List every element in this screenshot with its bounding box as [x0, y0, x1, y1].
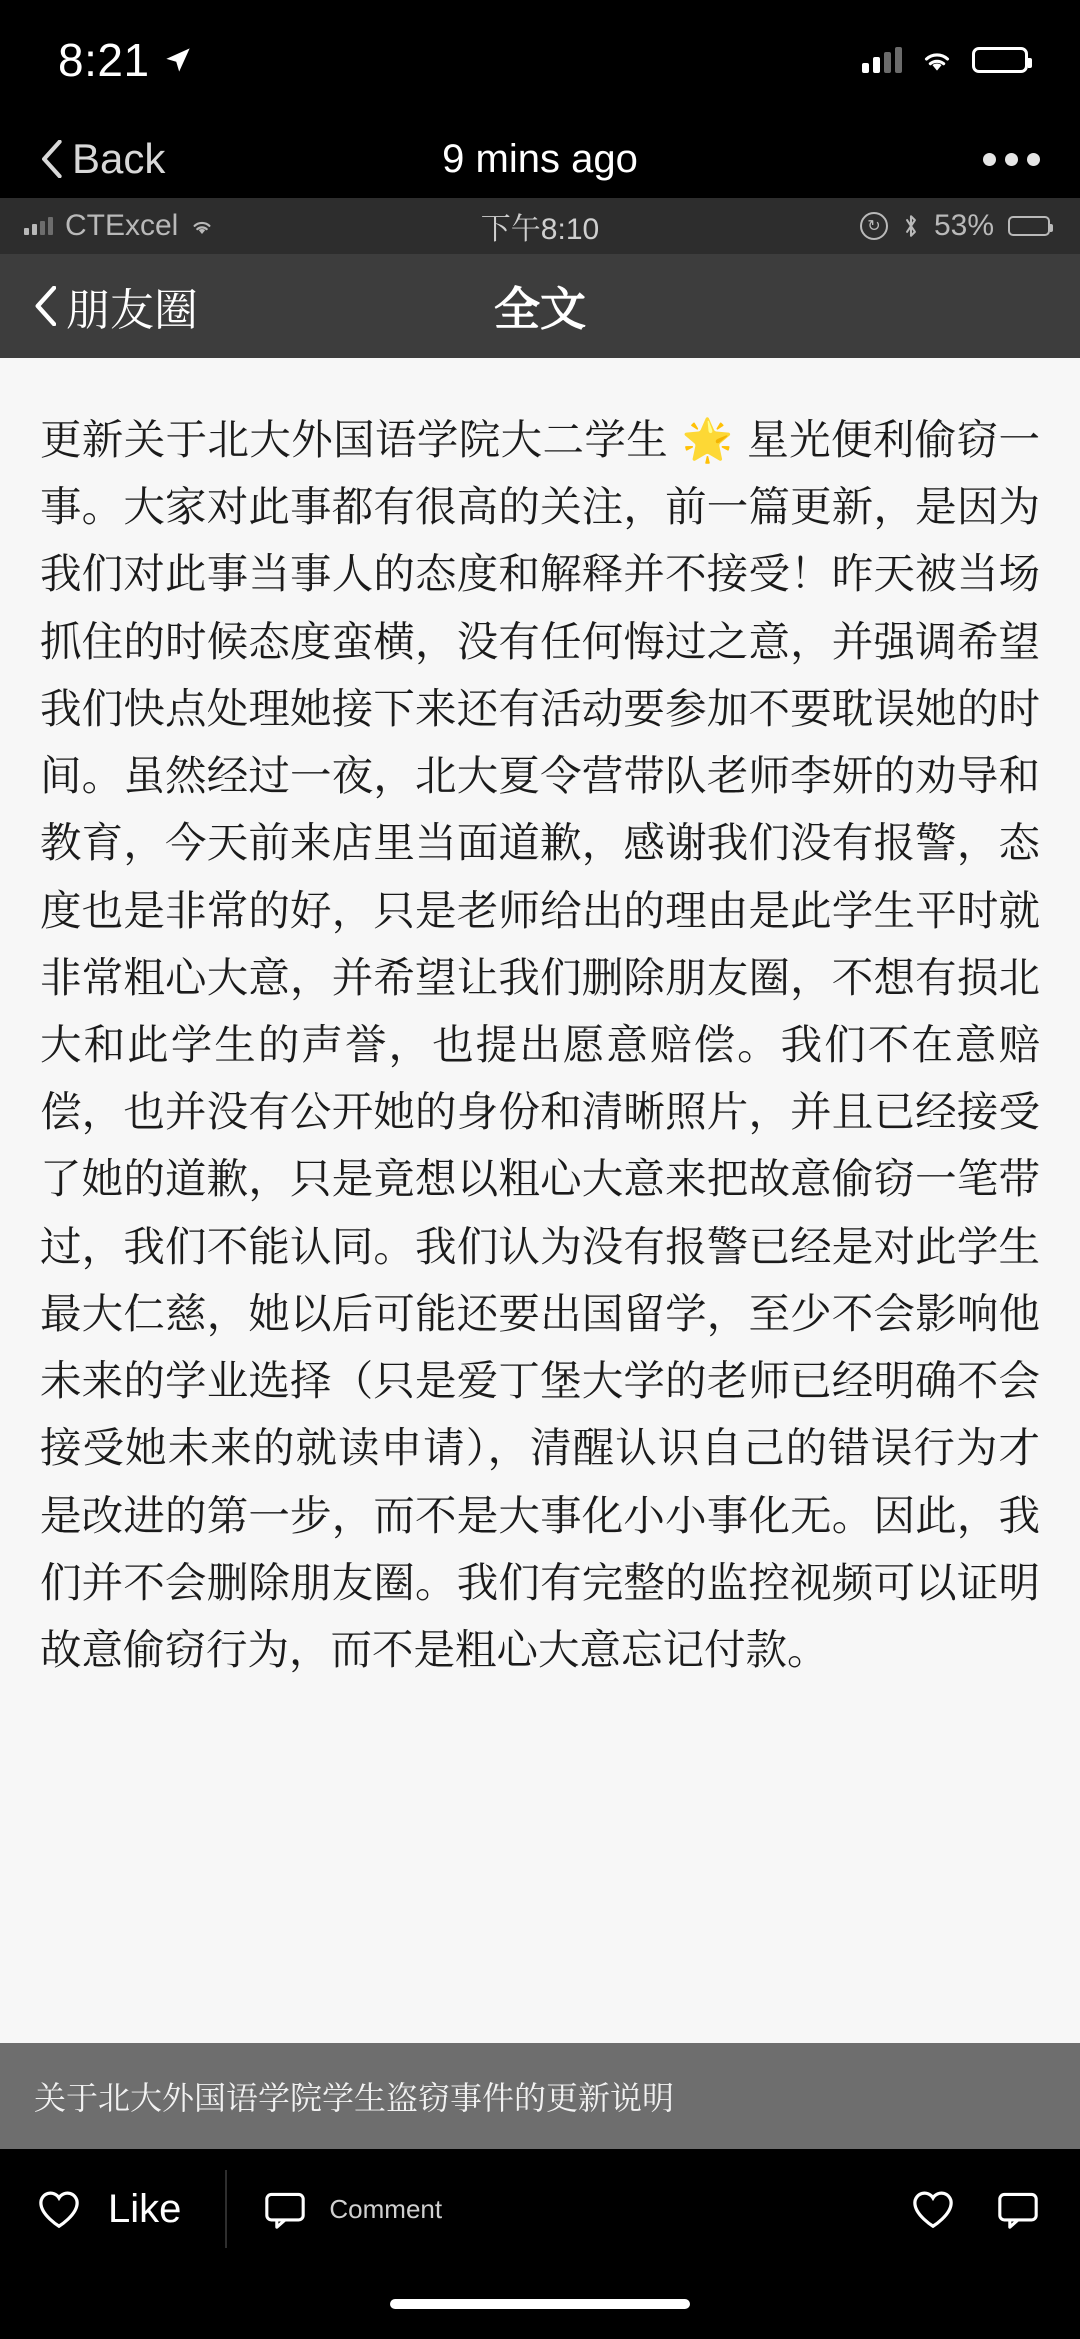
bluetooth-icon	[902, 213, 920, 239]
post-timestamp: 9 mins ago	[442, 136, 638, 181]
moments-back-label: 朋友圈	[66, 286, 198, 335]
chevron-left-icon	[34, 286, 56, 326]
status-bar	[0, 0, 1080, 120]
chevron-left-icon	[40, 140, 62, 178]
comment-button[interactable]	[263, 2189, 442, 2229]
home-indicator-area	[0, 2269, 1080, 2339]
like-button[interactable]	[0, 2187, 181, 2232]
app-header	[0, 120, 1080, 198]
inner-status-right	[860, 209, 1050, 243]
battery-full-icon	[972, 47, 1028, 73]
battery-icon	[1008, 216, 1050, 236]
status-bar-clock: 8:21	[58, 34, 150, 86]
moments-back-button[interactable]	[34, 274, 198, 338]
rotation-lock-icon: ↻	[860, 212, 888, 240]
article-container	[0, 358, 1080, 2043]
inner-status-clock: 下午8:10	[480, 213, 600, 246]
home-indicator[interactable]	[390, 2299, 690, 2309]
action-divider	[225, 2170, 227, 2248]
cellular-signal-icon	[862, 47, 902, 73]
comment-label: Comment	[329, 2193, 443, 2224]
location-arrow-icon	[164, 46, 192, 74]
comment-bubble-icon[interactable]	[996, 2189, 1040, 2229]
more-horizontal-icon[interactable]	[983, 153, 1040, 166]
status-bar-right	[862, 47, 1028, 73]
page-title: 全文	[494, 283, 586, 335]
action-bar	[0, 2149, 1080, 2269]
inner-status-bar	[0, 198, 1080, 254]
comment-bubble-icon	[263, 2189, 307, 2229]
caption-bar: 关于北大外国语学院学生盗窃事件的更新说明	[0, 2043, 1080, 2149]
wechat-nav-bar	[0, 254, 1080, 358]
like-label: Like	[108, 2186, 182, 2231]
back-button[interactable]	[40, 135, 165, 183]
heart-icon	[36, 2188, 82, 2230]
back-button-label: Back	[72, 135, 166, 182]
heart-icon[interactable]	[910, 2188, 956, 2230]
carrier-label: CTExcel	[65, 209, 179, 242]
action-bar-right	[910, 2188, 1080, 2230]
status-bar-left	[58, 33, 192, 87]
article-body: 更新关于北大外国语学院大二学生 🌟 星光便利偷窃一事。大家对此事都有很高的关注，前一篇更新，是因为我们对此事当事人的态度和解释并不接受！昨天被当场抓住的时候态度蛮横，没有任何悔过之意，并强调希望我们快点处理她接下来还有活动要参加不要耽误她的时间。虽然经过一夜，北大夏令营带队老师李妍的劝导和教育，今天前来店里当面道歉，感谢我们没有报警，态度也是非常的好，只是老师给出的理由是此学生平时就非常粗心大意，并希望让我们删除朋友圈，不想有损北大和此学生的声誉，也提出愿意赔偿。我们不在意赔偿，也并没有公开她的身份和清晰照片，并且已经接受了她的道歉，只是竟想以粗心大意来把故意偷窃一笔带过，我们不能认同。我们认为没有报警已经是对此学生最大仁慈，她以后可能还要出国留学，至少不会影响他未来的学业选择（只是爱丁堡大学的老师已经明确不会接受她未来的就读申请），清醒认识自己的错误行为才是改进的第一步，而不是大事化小小事化无。因此，我们并不会删除朋友圈。我们有完整的监控视频可以证明故意偷窃行为，而不是粗心大意忘记付款。	[40, 415, 1040, 1674]
wifi-icon	[920, 47, 954, 73]
inner-battery-percent: 53%	[933, 209, 994, 242]
